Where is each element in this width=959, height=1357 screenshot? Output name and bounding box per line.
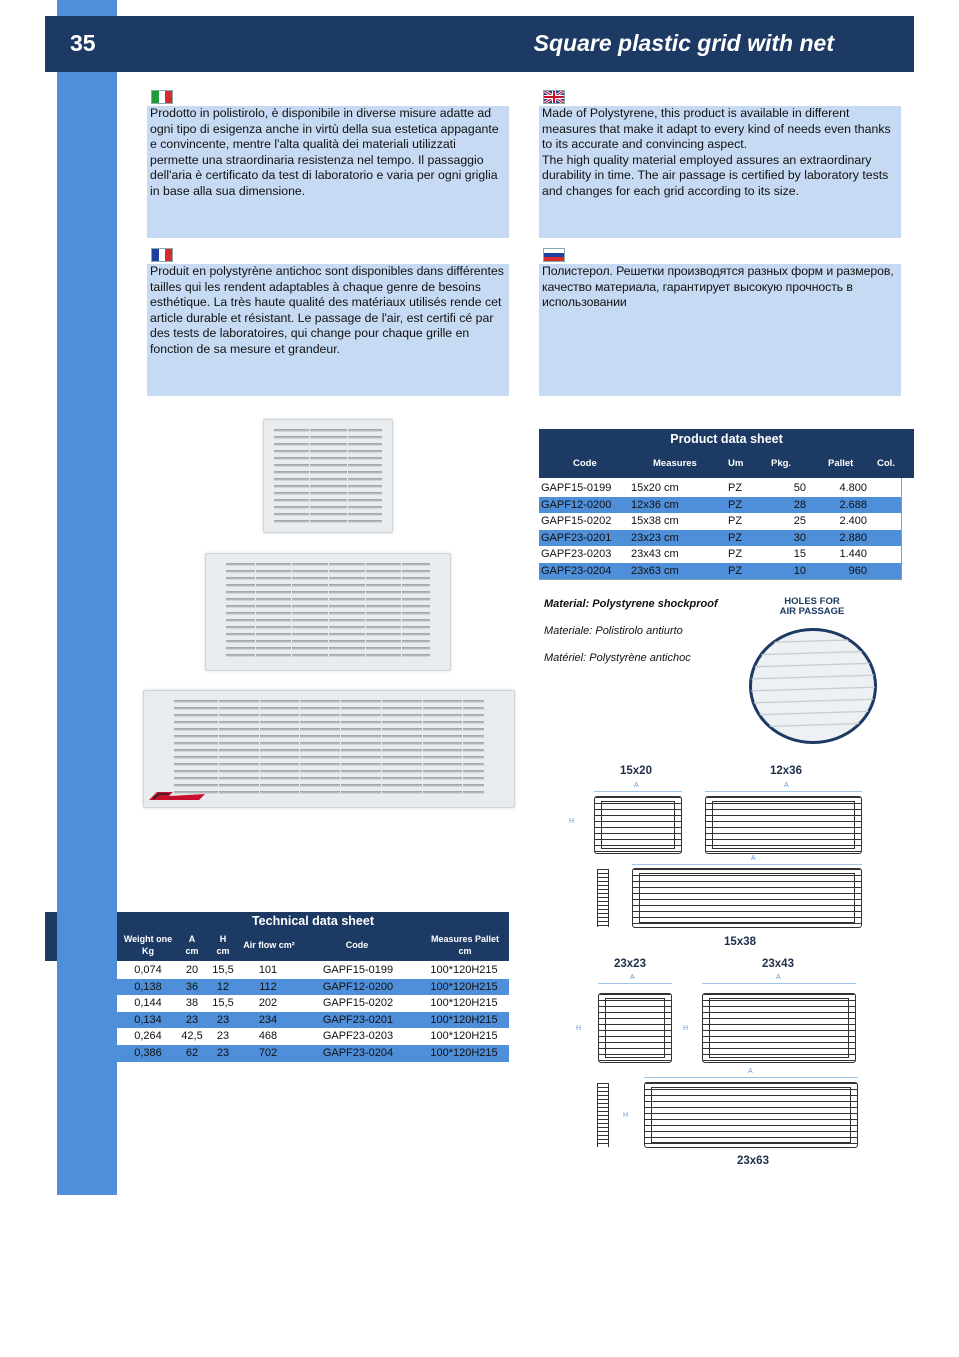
dimension-h-label: H bbox=[576, 1025, 582, 1032]
cell-pallet: 2.688 bbox=[839, 498, 867, 511]
dimension-a-label: A bbox=[776, 974, 781, 981]
cell-measures: 23x63 cm bbox=[631, 565, 679, 577]
cell-airflow: 702 bbox=[258, 1047, 278, 1059]
cell-a: 20 bbox=[185, 964, 199, 976]
brand-logo bbox=[147, 789, 207, 801]
dimension-a-label: A bbox=[630, 974, 635, 981]
cell-pkg: 10 bbox=[793, 565, 806, 577]
product-table-row bbox=[539, 497, 901, 514]
cell-code: GAPF23-0201 bbox=[541, 531, 612, 544]
cell-a: 36 bbox=[185, 980, 199, 993]
product-table-row bbox=[539, 480, 901, 497]
cell-pallet: 100*120H215 bbox=[430, 964, 498, 976]
drawing-23x43 bbox=[702, 993, 856, 1063]
cell-code: GAPF23-0201 bbox=[322, 1013, 394, 1026]
cell-code: GAPF23-0204 bbox=[322, 1047, 394, 1059]
italian-flag-icon bbox=[151, 90, 173, 104]
dimension-line-a bbox=[632, 864, 862, 865]
cell-pkg: 28 bbox=[793, 498, 806, 511]
product-photo-small-grille bbox=[263, 419, 393, 533]
holes-label-line-1: HOLES FOR bbox=[784, 596, 840, 607]
cell-airflow: 468 bbox=[258, 1030, 278, 1043]
dimension-h-label: H bbox=[623, 1112, 629, 1119]
cell-weight: 0,144 bbox=[134, 997, 162, 1010]
sidebar-band bbox=[57, 0, 117, 1195]
drawing-label-12x36: 12x36 bbox=[770, 765, 802, 777]
cell-measures: 15x38 cm bbox=[631, 515, 679, 528]
product-table-row bbox=[539, 546, 901, 563]
holes-label bbox=[760, 597, 864, 617]
cell-pallet: 100*120H215 bbox=[430, 1030, 498, 1043]
dimension-line-a bbox=[644, 1077, 858, 1078]
cell-um: PZ bbox=[728, 482, 743, 494]
dimension-h-label: H bbox=[683, 1025, 689, 1032]
technical-table-row bbox=[117, 1045, 509, 1062]
russian-flag-icon bbox=[543, 248, 565, 262]
technical-table-row bbox=[117, 962, 509, 979]
col-airflow: Air flow cm² bbox=[243, 940, 295, 950]
product-table-title: Product data sheet bbox=[670, 432, 783, 446]
cell-um: PZ bbox=[728, 565, 743, 577]
cell-um: PZ bbox=[728, 548, 743, 561]
dimension-a-label: A bbox=[784, 782, 789, 789]
description-russian: Полистерол. Решетки производятся разных форм и размеров, качество материала, гарантирует высокую прочность в использовании bbox=[539, 264, 901, 396]
cell-h: 23 bbox=[216, 1047, 230, 1059]
cell-weight: 0,264 bbox=[134, 1030, 162, 1043]
description-french: Produit en polystyrène antichoc sont disponibles dans différentes tailles qui les rendent adaptables à chaque genre de besoins esthétique. La très haute qualité des matériaux utilisés rende cet article durable et résistant. Le passage de l'air, est certifi cé par des tests de laboratoires, qui change pour chaque grille en fonction de sa mesure et grandeur. bbox=[147, 264, 509, 396]
cell-airflow: 202 bbox=[258, 997, 278, 1010]
cell-pallet: 100*120H215 bbox=[430, 980, 498, 993]
dimension-line-a bbox=[598, 983, 672, 984]
cell-pallet: 100*120H215 bbox=[430, 1013, 498, 1026]
technical-table-row bbox=[117, 1028, 509, 1045]
technical-table-tab bbox=[45, 912, 57, 961]
technical-table-row bbox=[117, 995, 509, 1012]
dimension-a-label: A bbox=[748, 1068, 753, 1075]
uk-flag-icon bbox=[543, 90, 565, 104]
holes-label-line-2: AIR PASSAGE bbox=[779, 606, 845, 617]
col-pkg: Pkg. bbox=[771, 458, 792, 469]
cell-a: 42,5 bbox=[181, 1030, 203, 1043]
cell-code: GAPF12-0200 bbox=[322, 980, 394, 993]
dimension-line-a bbox=[702, 983, 856, 984]
page-number: 35 bbox=[70, 30, 96, 56]
cell-airflow: 101 bbox=[258, 964, 278, 976]
cell-pallet: 100*120H215 bbox=[430, 1047, 498, 1059]
col-h: H cm bbox=[216, 934, 230, 956]
product-table-border bbox=[901, 478, 902, 580]
cell-weight: 0,134 bbox=[134, 1013, 162, 1026]
drawing-label-15x38: 15x38 bbox=[724, 936, 756, 948]
drawing-label-15x20: 15x20 bbox=[620, 765, 652, 777]
cell-pkg: 15 bbox=[793, 548, 806, 561]
col-measures: Measures bbox=[653, 458, 697, 469]
cell-h: 12 bbox=[216, 980, 230, 993]
cell-pallet: 960 bbox=[848, 565, 867, 577]
product-table-row bbox=[539, 530, 901, 547]
cell-measures: 23x43 cm bbox=[631, 548, 679, 561]
drawing-side-view bbox=[597, 1083, 609, 1147]
col-um: Um bbox=[728, 458, 744, 469]
air-passage-zoom-circle bbox=[746, 625, 880, 747]
product-table-header bbox=[539, 429, 914, 478]
cell-code: GAPF23-0203 bbox=[541, 548, 612, 561]
cell-code: GAPF15-0199 bbox=[322, 964, 394, 976]
cell-measures: 12x36 cm bbox=[631, 498, 679, 511]
cell-h: 15,5 bbox=[212, 997, 234, 1010]
cell-measures: 15x20 cm bbox=[631, 482, 679, 494]
drawing-15x38 bbox=[632, 868, 862, 928]
description-english-para-1: Made of Polystyrene, this product is available in different measures that make it adapt to every kind of needs even thanks to its accurate and convincing aspect. bbox=[542, 106, 891, 152]
col-pallet: Pallet bbox=[828, 458, 854, 469]
cell-weight: 0,138 bbox=[134, 980, 162, 993]
col-a: A cm bbox=[185, 934, 199, 956]
drawing-label-23x23: 23x23 bbox=[614, 958, 646, 970]
cell-h: 23 bbox=[216, 1030, 230, 1043]
col-code: Code bbox=[345, 940, 369, 950]
cell-pkg: 30 bbox=[793, 531, 806, 544]
cell-h: 15,5 bbox=[212, 964, 234, 976]
product-photo-medium-grille bbox=[205, 553, 451, 671]
description-italian: Prodotto in polistirolo, è disponibile in diverse misure adatte ad ogni tipo di esigenza anche in virtù della sua estetica appagante e convincente, mentre l'alta qualità dei materiali utilizzati permette una straordinaria resistenza nel tempo. Il passaggio dell'aria è certificato da test di laboratorio e varia per ogni griglia in base alla sua dimensione. bbox=[147, 106, 509, 238]
description-english-para-2: The high quality material employed assures an extraordinary durability in time. The air passage is certified by laboratory tests and changes for each grid according to its size. bbox=[542, 152, 889, 198]
drawing-label-23x63: 23x63 bbox=[737, 1155, 769, 1167]
cell-code: GAPF15-0199 bbox=[541, 482, 612, 494]
cell-pallet: 2.400 bbox=[839, 515, 867, 528]
material-french: Matériel: Polystyrène antichoc bbox=[544, 652, 691, 664]
drawing-label-23x43: 23x43 bbox=[762, 958, 794, 970]
cell-um: PZ bbox=[728, 531, 743, 544]
cell-code: GAPF15-0202 bbox=[541, 515, 612, 528]
cell-h: 23 bbox=[216, 1013, 230, 1026]
material-italian: Materiale: Polistirolo antiurto bbox=[544, 625, 683, 637]
dimension-line-a bbox=[705, 791, 862, 792]
cell-pkg: 50 bbox=[793, 482, 806, 494]
cell-a: 62 bbox=[185, 1047, 199, 1059]
technical-table-header bbox=[117, 912, 509, 961]
technical-table-row bbox=[117, 1012, 509, 1029]
drawing-side-view bbox=[597, 869, 609, 927]
col-weight: Weight one Kg bbox=[123, 934, 173, 956]
french-flag-icon bbox=[151, 248, 173, 262]
cell-weight: 0,386 bbox=[134, 1047, 162, 1059]
col-col: Col. bbox=[877, 458, 895, 469]
cell-airflow: 112 bbox=[259, 980, 277, 993]
cell-code: GAPF23-0203 bbox=[322, 1030, 394, 1043]
col-code: Code bbox=[573, 458, 597, 469]
dimension-a-label: A bbox=[634, 782, 639, 789]
cell-code: GAPF12-0200 bbox=[541, 498, 612, 511]
product-table-border-bottom bbox=[539, 579, 902, 580]
description-english bbox=[539, 106, 901, 238]
cell-measures: 23x23 cm bbox=[631, 531, 679, 544]
cell-airflow: 234 bbox=[258, 1013, 278, 1026]
dimension-a-label: A bbox=[751, 855, 756, 862]
cell-pallet: 1.440 bbox=[839, 548, 867, 561]
technical-table-row bbox=[117, 979, 509, 996]
product-table-row bbox=[539, 563, 901, 580]
cell-code: GAPF15-0202 bbox=[322, 997, 394, 1010]
product-table-row bbox=[539, 513, 901, 530]
cell-code: GAPF23-0204 bbox=[541, 565, 612, 577]
technical-table-title: Technical data sheet bbox=[251, 914, 375, 928]
dimension-h-label: H bbox=[569, 818, 575, 825]
drawing-12x36 bbox=[705, 796, 862, 854]
cell-a: 38 bbox=[185, 997, 199, 1010]
cell-um: PZ bbox=[728, 498, 743, 511]
drawing-23x23 bbox=[598, 993, 672, 1063]
cell-a: 23 bbox=[185, 1013, 199, 1026]
col-measures-pallet: Measures Pallet cm bbox=[430, 934, 500, 956]
drawing-15x20 bbox=[594, 796, 682, 854]
material-english: Material: Polystyrene shockproof bbox=[544, 598, 718, 610]
dimension-line-a bbox=[594, 791, 682, 792]
cell-weight: 0,074 bbox=[134, 964, 162, 976]
cell-pallet: 100*120H215 bbox=[430, 997, 498, 1010]
drawing-23x63 bbox=[644, 1082, 858, 1148]
cell-um: PZ bbox=[728, 515, 743, 528]
cell-pkg: 25 bbox=[793, 515, 806, 528]
cell-pallet: 4.800 bbox=[839, 482, 867, 494]
cell-pallet: 2.880 bbox=[839, 531, 867, 544]
page-title: Square plastic grid with net bbox=[533, 30, 834, 56]
